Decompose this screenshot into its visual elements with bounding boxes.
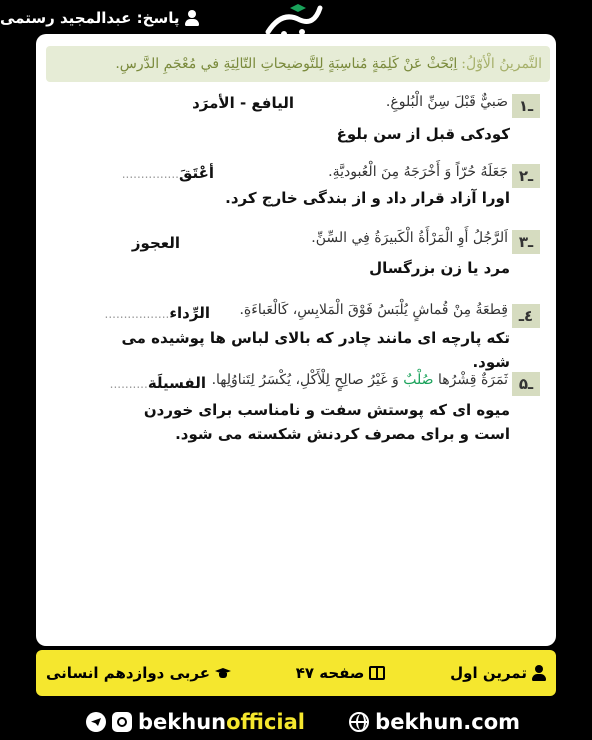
telegram-icon[interactable]	[86, 712, 106, 732]
footer-page-text: صفحه ۴۷	[295, 664, 365, 682]
footer-exercise-text: تمرین اول	[450, 664, 527, 682]
arabic-part: وَ غَيْرُ صالِحٍ لِلْأَكْلِ، يُكْسَرُ لِتَناوُلِها.	[211, 372, 399, 388]
social-site[interactable]	[349, 710, 520, 734]
answer-dots: ..........	[109, 377, 148, 391]
item-arabic	[212, 372, 508, 388]
item-answer	[110, 374, 206, 392]
respondent-text: پاسخ: عبدالمجید رستمی	[0, 9, 180, 27]
person-icon	[532, 665, 546, 681]
item-number: ۵ـ	[512, 372, 540, 396]
item-persian: مرد یا زن بزرگسال	[369, 259, 510, 277]
answer-text: أعْتَقَ	[178, 164, 214, 182]
instruction-text: اِبْحَثْ عَنْ كَلِمَةٍ مُناسِبَةٍ لِلتَّوضيحاتِ التّالِيَةِ في مُعْجَمِ الدَّرسِ.	[115, 56, 458, 72]
footer-strip	[36, 650, 556, 696]
social-bar	[0, 704, 592, 740]
footer-exercise	[450, 664, 546, 682]
arabic-highlight: صُلْبٌ	[403, 372, 434, 388]
item-answer	[192, 94, 294, 112]
globe-icon	[349, 712, 369, 732]
arabic-part: ثَمَرَةٌ قِشْرُها	[437, 372, 508, 388]
book-icon	[369, 666, 385, 680]
item-persian: اورا آزاد قرار داد و از بندگی خارج کرد.	[225, 189, 510, 207]
item-answer	[105, 304, 210, 322]
handle-prefix: bekhun	[138, 710, 227, 734]
answer-dots: ...............	[121, 167, 179, 181]
item-persian: تکه پارچه ای مانند چادر که بالای لباس ها پوشیده می شود.	[121, 329, 510, 371]
item-arabic: قِطعَةُ مِنْ قُماشٍ يُلْبَسُ فَوْقَ الْمَلابِسِ، كَالْعَباءَةِ.	[239, 302, 508, 318]
respondent	[0, 9, 199, 27]
item-arabic: صَبيٌّ قَبْلَ سِنِّ الْبُلوغِ.	[385, 94, 508, 110]
item-number: ۲ـ	[512, 164, 540, 188]
item-answer	[132, 234, 180, 252]
footer-course-text: عربی دوازدهم انسانی	[46, 664, 210, 682]
footer-course	[46, 664, 231, 682]
instagram-icon[interactable]	[112, 712, 132, 732]
instruction-title: التَّمرینُ الْأوّلُ:	[461, 56, 542, 72]
item-arabic: جَعَلَهُ حُرّاً وَ أَخْرَجَهُ مِنَ الْعُبوديَّةِ.	[328, 164, 508, 180]
instruction-bar	[46, 46, 550, 82]
footer-page	[296, 664, 386, 682]
item-number: ٤ـ	[512, 304, 540, 328]
persian-line: میوه ای که پوستش سفت و نامناسب برای خوردن	[143, 401, 510, 419]
item-persian: کودکی قبل از سن بلوغ	[336, 125, 510, 143]
item-arabic: اَلرَّجُلُ أَوِ الْمَرْأَةُ الْكَبيرَةُ فِي السِّنِّ.	[311, 230, 508, 246]
person-icon	[185, 10, 199, 26]
answer-text: العجوز	[131, 234, 180, 252]
item-number: ۳ـ	[512, 230, 540, 254]
social-handle[interactable]	[86, 710, 305, 734]
graduation-cap-icon	[215, 666, 231, 680]
item-number: ۱ـ	[512, 94, 540, 118]
answer-text: الرِّداء	[169, 304, 210, 322]
item-answer	[122, 164, 214, 182]
item-persian	[70, 398, 510, 446]
handle-suffix: official	[226, 710, 305, 734]
answer-text: الفسيلَة	[147, 374, 206, 392]
site-text[interactable]: bekhun.com	[375, 710, 520, 734]
answer-dots: .................	[104, 307, 170, 321]
answer-text: اليافع - الأمرَد	[192, 94, 294, 112]
persian-line: است و برای مصرف کردنش شکسته می شود.	[175, 425, 510, 443]
